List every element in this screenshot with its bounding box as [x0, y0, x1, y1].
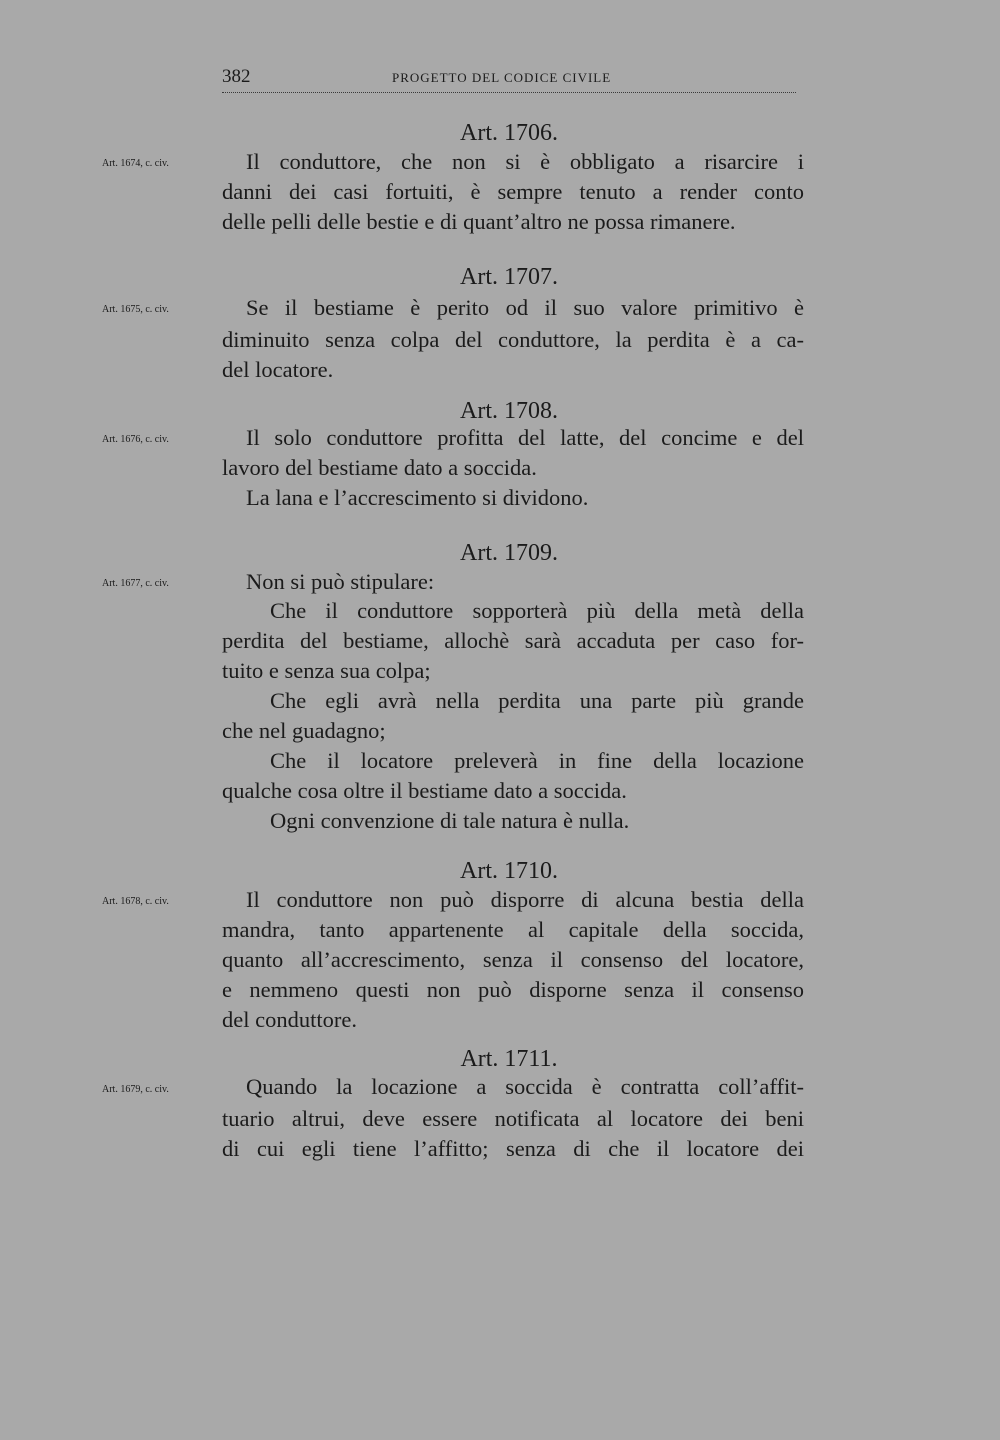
margin-reference: Art. 1674, c. civ. — [102, 158, 169, 169]
article-title: Art. 1706. — [460, 120, 558, 146]
text-line: perdita del bestiame, allochè sarà accaduta per caso for- — [222, 628, 804, 653]
page-number: 382 — [222, 66, 251, 87]
article-title: Art. 1710. — [460, 858, 558, 884]
text-line: Il solo conduttore profitta del latte, del concime e del — [246, 425, 804, 450]
text-line: che nel guadagno; — [222, 718, 386, 743]
text-line: lavoro del bestiame dato a soccida. — [222, 455, 537, 480]
text-line: mandra, tanto appartenente al capitale della soccida, — [222, 917, 804, 942]
article-title: Art. 1709. — [460, 540, 558, 566]
article-title: Art. 1711. — [460, 1046, 558, 1072]
text-line: del locatore. — [222, 357, 334, 382]
text-line: Che egli avrà nella perdita una parte più grande — [270, 688, 804, 713]
text-line: tuito e senza sua colpa; — [222, 658, 431, 683]
text-line: Il conduttore non può disporre di alcuna bestia della — [246, 887, 804, 912]
text-line: quanto all’accrescimento, senza il consenso del locatore, — [222, 947, 804, 972]
text-line: Quando la locazione a soccida è contratta coll’affit- — [246, 1074, 804, 1099]
text-line: qualche cosa oltre il bestiame dato a soccida. — [222, 778, 627, 803]
text-line: diminuito senza colpa del conduttore, la perdita è a ca- — [222, 327, 804, 352]
text-line: Che il locatore preleverà in fine della locazione — [270, 748, 804, 773]
text-line: Che il conduttore sopporterà più della metà della — [270, 598, 804, 623]
margin-reference: Art. 1675, c. civ. — [102, 304, 169, 315]
text-line: di cui egli tiene l’affitto; senza di che il locatore dei — [222, 1136, 804, 1161]
text-line: delle pelli delle bestie e di quant’altro ne possa rimanere. — [222, 209, 736, 234]
margin-reference: Art. 1679, c. civ. — [102, 1084, 169, 1095]
text-line: Se il bestiame è perito od il suo valore primitivo è — [246, 295, 804, 320]
text-line: Non si può stipulare: — [246, 569, 435, 594]
article-title: Art. 1708. — [460, 398, 558, 424]
running-head: PROGETTO DEL CODICE CIVILE — [392, 70, 612, 85]
text-line: La lana e l’accrescimento si dividono. — [246, 485, 589, 510]
text-line: danni dei casi fortuiti, è sempre tenuto a render conto — [222, 179, 804, 204]
text-line: tuario altrui, deve essere notificata al locatore dei beni — [222, 1106, 804, 1131]
margin-reference: Art. 1676, c. civ. — [102, 434, 169, 445]
margin-reference: Art. 1678, c. civ. — [102, 896, 169, 907]
text-line: Ogni convenzione di tale natura è nulla. — [270, 808, 630, 833]
page-header — [222, 66, 796, 93]
text-line: e nemmeno questi non può disporne senza il consenso — [222, 977, 804, 1002]
text-line: Il conduttore, che non si è obbligato a risarcire i — [246, 149, 804, 174]
text-line: del conduttore. — [222, 1007, 357, 1032]
margin-reference: Art. 1677, c. civ. — [102, 578, 169, 589]
article-title: Art. 1707. — [460, 264, 558, 290]
